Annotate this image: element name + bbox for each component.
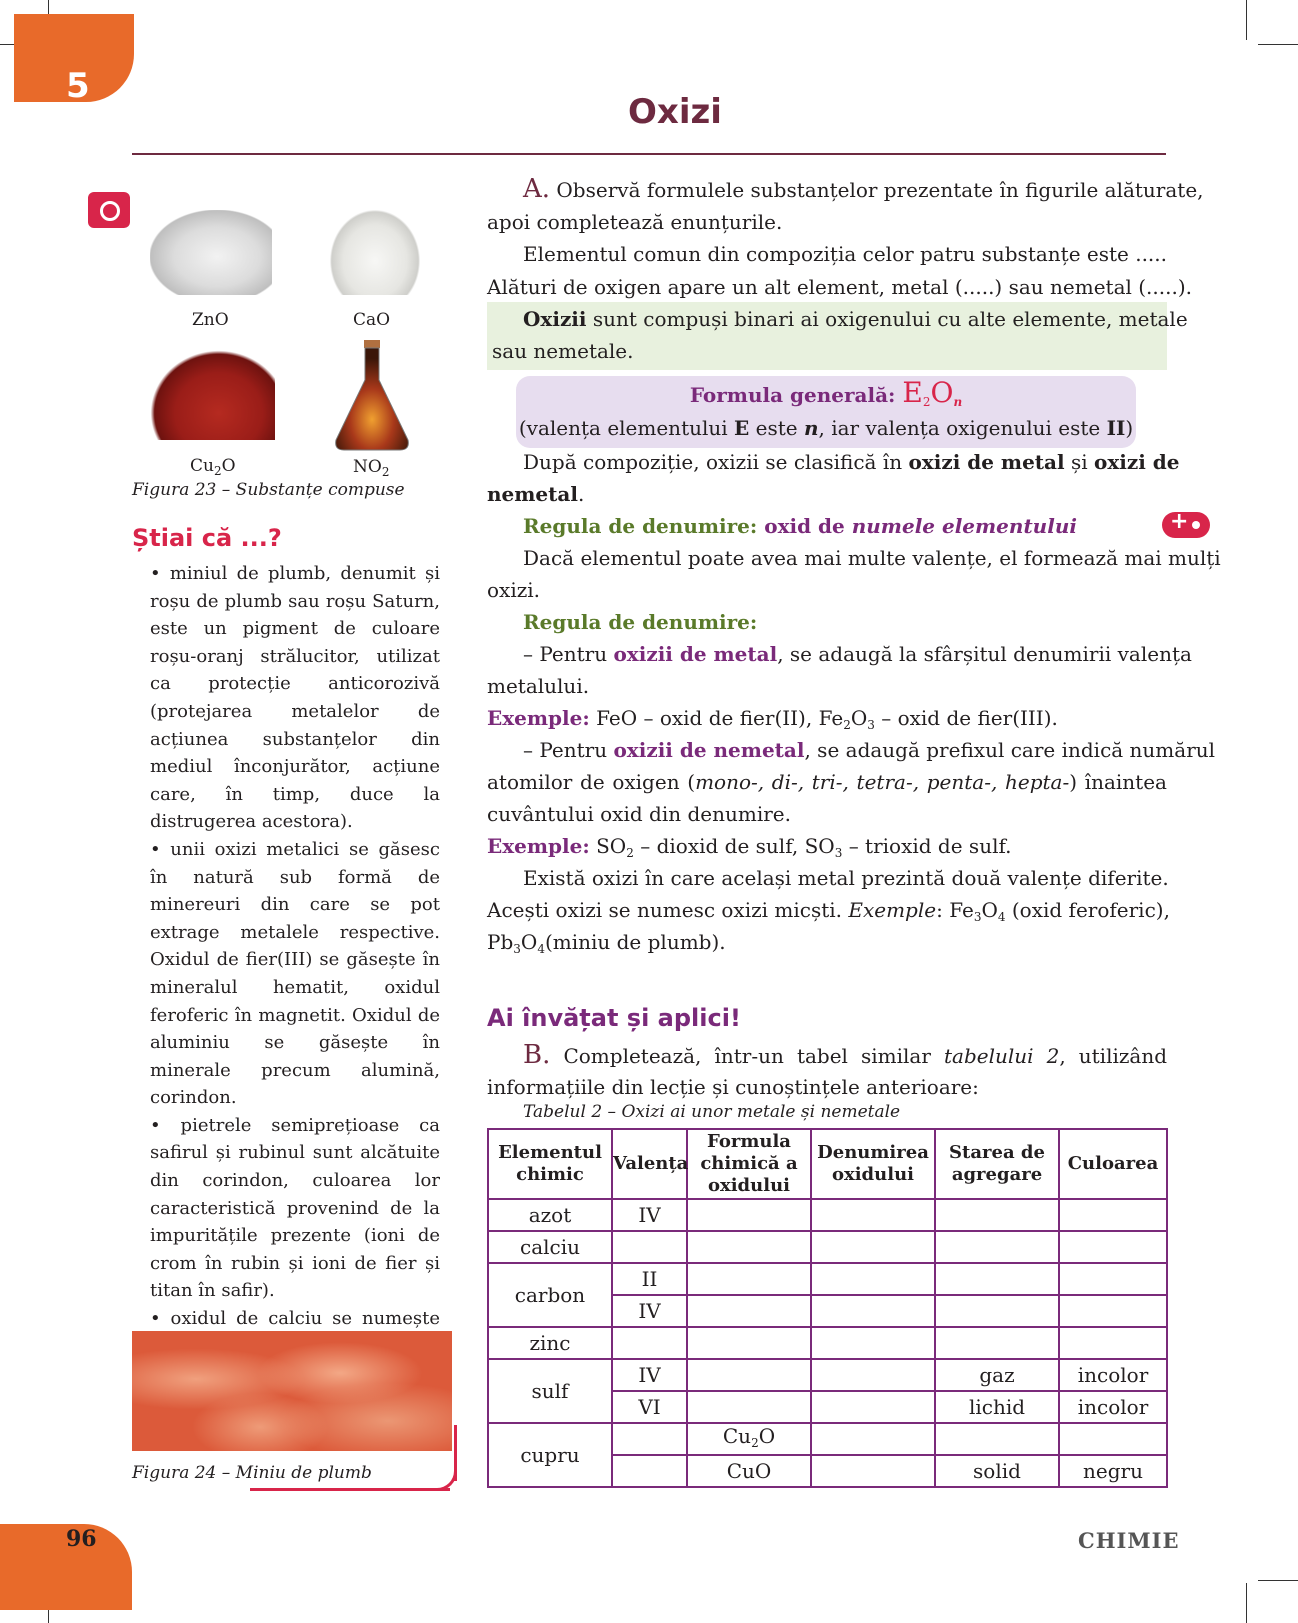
title-rule [132, 153, 1166, 155]
header-formula: Formula chimică a oxidului [687, 1129, 811, 1199]
cell-state: gaz [935, 1359, 1059, 1391]
cell-element: sulf [488, 1359, 612, 1423]
cell-valence: VI [612, 1391, 687, 1423]
did-you-know-text [150, 560, 440, 1360]
formula-title: Formula generală: $E_2O_n$ [689, 376, 963, 409]
section-a-line: apoi completează enunțurile. [487, 210, 783, 234]
naming-rule-1: Regula de denumire: oxid de numele elementului [523, 514, 1077, 538]
table-caption: Tabelul 2 – Oxizi ai unor metale și nemetale [523, 1102, 901, 1122]
apply-heading: Ai învățat și aplici! [487, 1004, 741, 1032]
mixed-oxides-line: $Pb_3O_4(miniu$ de plumb). [487, 930, 726, 956]
subject-footer: CHIMIE [1078, 1528, 1180, 1553]
figure-24-caption: Figura 24 – Miniu de plumb [132, 1463, 372, 1483]
camera-icon [88, 192, 130, 228]
table-row [488, 1199, 1167, 1231]
multi-valence-line: oxizi. [487, 578, 541, 602]
section-a-line: A. Observă formulele substanțelor prezentate în figurile alăturate, [523, 174, 1204, 204]
metal-rule-line: metalului. [487, 674, 590, 698]
cell-element: zinc [488, 1327, 612, 1359]
table-row [488, 1359, 1167, 1391]
crop-mark [1258, 44, 1298, 45]
cell-color: incolor [1059, 1359, 1167, 1391]
header-name: Denumirea oxidului [811, 1129, 935, 1199]
table-row [488, 1423, 1167, 1455]
no2-flask-photo [330, 340, 414, 452]
nonmetal-rule-line: cuvântului oxid din denumire. [487, 802, 791, 826]
cell-valence: II [612, 1263, 687, 1295]
formula-note: (valența elementului E este n, iar valența oxigenului este II) [518, 416, 1134, 440]
cell-formula: CuO [687, 1455, 811, 1487]
multi-valence-line: Dacă elementul poate avea mai multe valențe, el formează mai mulți [523, 546, 1221, 570]
cell-element: calciu [488, 1231, 612, 1263]
header-state: Starea de agregare [935, 1129, 1059, 1199]
cell-valence: IV [612, 1199, 687, 1231]
chapter-number: 5 [66, 66, 90, 106]
table-row [488, 1263, 1167, 1295]
page-title: Oxizi [628, 92, 722, 132]
classification-line: nemetal. [487, 482, 585, 506]
section-b-letter: B. [523, 1040, 551, 1070]
did-you-know-item: • pietrele semiprețioase ca safirul și rubinul sunt alcătuite din corindon, culoarea lor caracteristică provenind de la impuritățile prezente (ioni de crom în rubin și ioni de fier și titan în safir). [150, 1114, 440, 1302]
section-a-letter: A. [523, 174, 551, 204]
classification-line: După compoziție, oxizii se clasifică în oxizi de metal și oxizi de [523, 450, 1180, 474]
cell-state: lichid [935, 1391, 1059, 1423]
frame-decoration [250, 1488, 450, 1491]
label-cao: CaO [353, 310, 391, 330]
crop-mark [1258, 1580, 1298, 1581]
section-a-line: Alături de oxigen apare un alt element, metal (.....) sau nemetal (.....). [487, 275, 1192, 299]
frame-decoration [430, 1460, 457, 1491]
section-a-line: Elementul comun din compoziția celor patru substanțe este ..... [523, 242, 1168, 266]
cell-valence: IV [612, 1295, 687, 1327]
oxides-table [487, 1128, 1168, 1488]
label-no2: $NO_2$ [353, 457, 390, 479]
table-row [488, 1327, 1167, 1359]
crop-mark [1246, 1583, 1247, 1623]
cell-state: solid [935, 1455, 1059, 1487]
label-zno: ZnO [192, 310, 229, 330]
header-color: Culoarea [1059, 1129, 1167, 1199]
nonmetal-rule-line: – Pentru oxizii de nemetal, se adaugă prefixul care indică numărul [523, 738, 1216, 762]
cell-color: incolor [1059, 1391, 1167, 1423]
example-2: Exemple: $SO_2$ – dioxid de sulf, $SO_3$ – trioxid de sulf. [487, 834, 1012, 860]
cell-element: carbon [488, 1263, 612, 1327]
nonmetal-rule-line: atomilor de oxigen (mono-, di-, tri-, tetra-, penta-, hepta-) înaintea [487, 770, 1167, 794]
did-you-know-item: • oxidul de calciu se numește [150, 1308, 440, 1330]
table-header-row [488, 1129, 1167, 1199]
cao-powder-photo [330, 210, 420, 295]
naming-rule-2: Regula de denumire: [523, 610, 758, 634]
cell-formula: $Cu_2O$ [687, 1423, 811, 1455]
cu2o-powder-photo [150, 350, 275, 440]
miniu-photo [132, 1331, 452, 1451]
header-element: Elementul chimic [488, 1129, 612, 1199]
cell-element: cupru [488, 1423, 612, 1487]
did-you-know-item: • miniul de plumb, denumit și roșu de plumb sau roșu Saturn, este un pigment de culoare roșu-oranj strălucitor, utilizat ca protecție anticorozivă (protejarea metalelor de acțiunea substanțelor din mediul înconjurător, acțiune care, în timp, duce la distrugerea acestora). [150, 563, 440, 833]
header-valence: Valența [612, 1129, 687, 1199]
cell-color: negru [1059, 1455, 1167, 1487]
definition-line: Oxizii sunt compuși binari ai oxigenului cu alte elemente, metale [523, 307, 1188, 331]
cell-element: azot [488, 1199, 612, 1231]
page-number: 96 [66, 1526, 97, 1552]
mixed-oxides-line: Există oxizi în care același metal prezintă două valențe diferite. [523, 866, 1169, 890]
mixed-oxides-line: Acești oxizi se numesc oxizi micști. Exemple: $Fe_3O_4$ (oxid feroferic), [487, 898, 1170, 924]
definition-line: sau nemetale. [492, 339, 634, 363]
section-b-line: informațiile din lecție și cunoștințele anterioare: [487, 1075, 979, 1099]
example-1: Exemple: FeO – oxid de fier(II), $Fe_2O_3$ – oxid de fier(III). [487, 706, 1058, 732]
table-row [488, 1231, 1167, 1263]
zno-powder-photo [150, 210, 272, 295]
metal-rule-line: – Pentru oxizii de metal, se adaugă la sfârșitul denumirii valența [523, 642, 1192, 666]
did-you-know-item: • unii oxizi metalici se găsesc în natură sub formă de minereuri din care se pot extrage metalele respective. Oxidul de fier(III) se găsește în mineralul hematit, oxidul feroferic în magnetit. Oxidul de aluminiu se găsește în minerale precum alumină, corindon. [150, 838, 440, 1109]
did-you-know-heading: Știai că ...? [132, 524, 282, 552]
game-icon[interactable] [1162, 512, 1210, 538]
section-b-line: B. Completează, într-un tabel similar tabelului 2, utilizând [523, 1040, 1168, 1070]
figure-23-caption: Figura 23 – Substanțe compuse [132, 480, 405, 500]
label-cu2o: $Cu_2O$ [190, 456, 236, 478]
cell-valence: IV [612, 1359, 687, 1391]
crop-mark [1246, 0, 1247, 40]
